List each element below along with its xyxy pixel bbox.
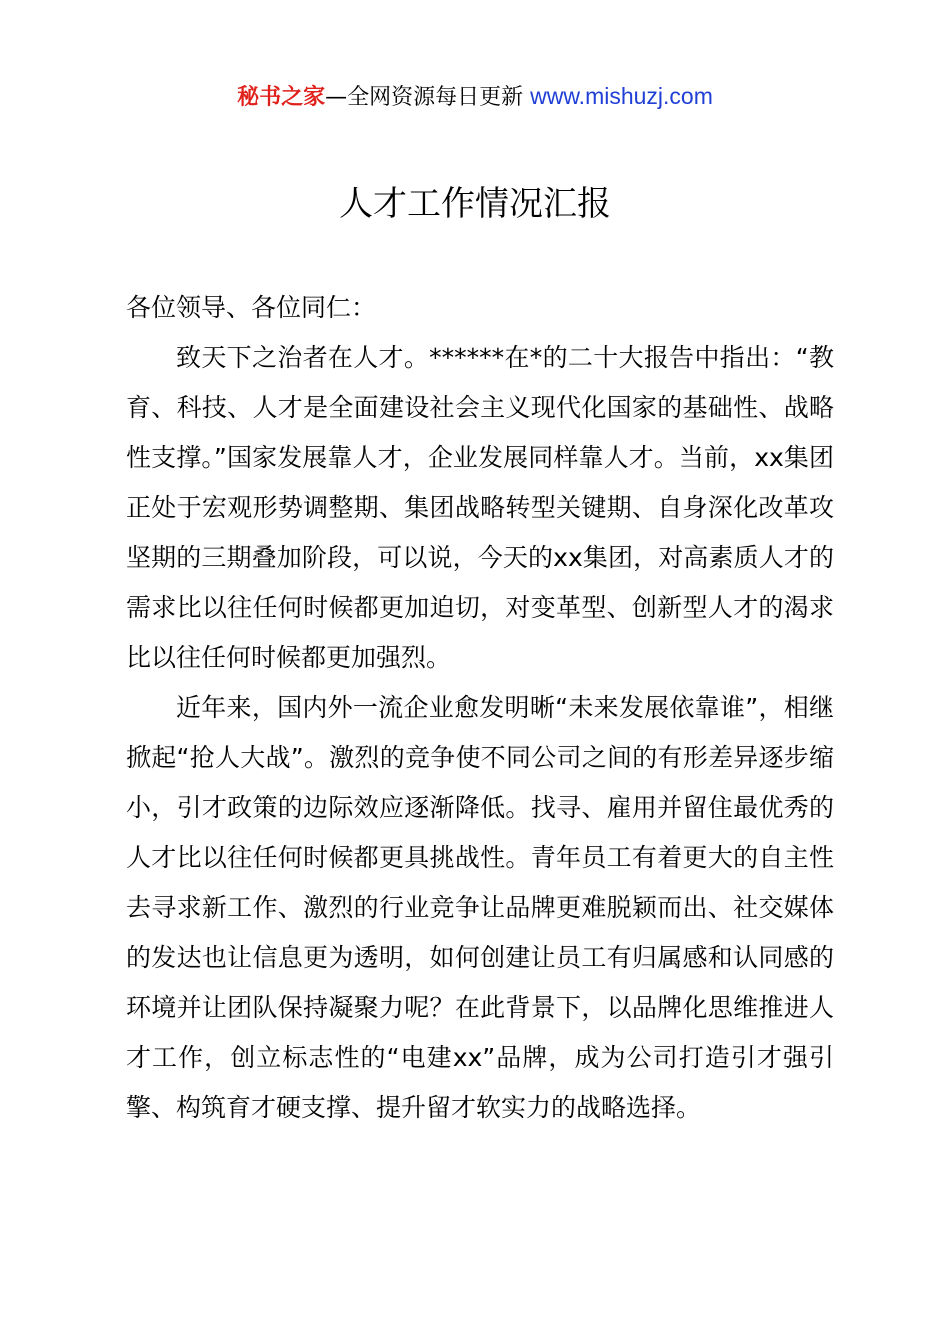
paragraph-2: 近年来，国内外一流企业愈发明晰“未来发展依靠谁”，相继掀起“抢人大战”。激烈的竞争使不同公司之间的有形差异逐步缩小，引才政策的边际效应逐渐降低。找寻、雇用并留住最优秀的人才比以往任何时候都更具挑战性。青年员工有着更大的自主性去寻求新工作、激烈的行业竞争让品牌更难脱颖而出、社交媒体的发达也让信息更为透明，如何创建让员工有归属感和认同感的环境并让团队保持凝聚力呢？在此背景下，以品牌化思维推进人才工作，创立标志性的“电建xx”品牌，成为公司打造引才强引擎、构筑育才硬支撑、提升留才软实力的战略选择。 — [126, 693, 834, 1122]
paragraph-1: 致天下之治者在人才。******在*的二十大报告中指出：“教育、科技、人才是全面建设社会主义现代化国家的基础性、战略性支撑。”国家发展靠人才，企业发展同样靠人才。当前，xx集团正处于宏观形势调整期、集团战略转型关键期、自身深化改革攻坚期的三期叠加阶段，可以说，今天的xx集团，对高素质人才的需求比以往任何时候都更加迫切，对变革型、创新型人才的渴求比以往任何时候都更加强烈。 — [126, 343, 834, 672]
site-brand: 秘书之家 — [237, 85, 326, 110]
site-slogan: —全网资源每日更新 — [325, 85, 531, 110]
site-header — [0, 80, 950, 114]
document-body — [126, 283, 834, 1133]
site-url-link[interactable]: www.mishuzj.com — [530, 83, 713, 109]
salutation: 各位领导、各位同仁： — [126, 293, 377, 322]
document-title: 人才工作情况汇报 — [339, 184, 611, 224]
